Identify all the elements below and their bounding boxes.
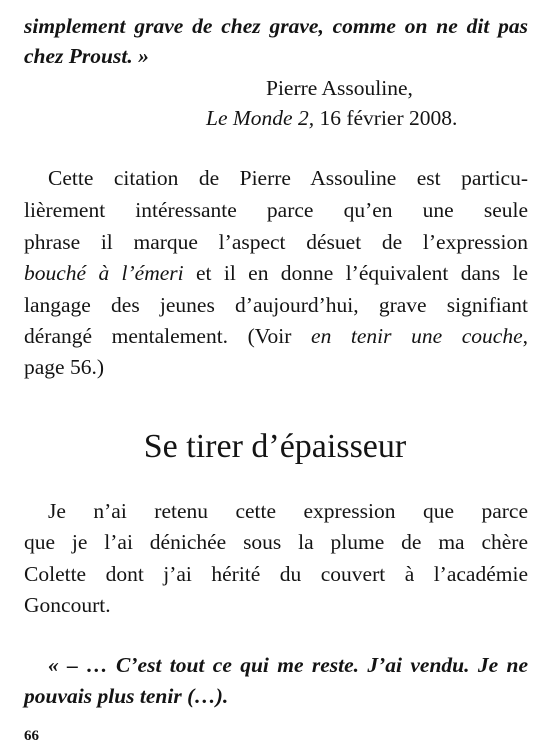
cross-reference-en-tenir-une-couche: en tenir une couche [311, 324, 523, 348]
para1-line-4-rest: et il en donne l’équivalent dans le [183, 261, 529, 285]
para2-line-2: que je l’ai dénichée sous la plume de ma chère [24, 530, 528, 554]
para2-line-4: Goncourt. [24, 593, 111, 617]
quote-bottom-line-2: pouvais plus tenir (…). [24, 684, 229, 708]
para1-line-2: lièrement intéressante parce qu’en une seule [24, 198, 528, 222]
attribution-publication: Le Monde 2, [206, 106, 315, 130]
para1-line-6 [24, 326, 528, 348]
para2-line-3: Colette dont j’ai hérité du couvert à l’académie [24, 562, 528, 586]
page-number: 66 [24, 728, 39, 744]
para1-line-3: phrase il marque l’aspect désuet de l’expression [24, 230, 528, 254]
para1-line-6-pre: dérangé mentalement. (Voir [24, 324, 312, 348]
section-heading: Se tirer d’épaisseur [143, 428, 407, 465]
attribution-source [206, 108, 457, 130]
quote-top-line-2: chez Proust. » [24, 44, 149, 68]
para2-line-1: Je n’ai retenu cette expression que parce [48, 499, 528, 523]
para1-line-5: langage des jeunes d’aujourd’hui, grave signifiant [24, 293, 528, 317]
quote-top-line-1: simplement grave de chez grave, comme on ne dit pas [24, 14, 528, 38]
quote-bottom-line-1: « – … C’est tout ce qui me reste. J’ai vendu. Je ne [48, 653, 528, 677]
para1-line-1: Cette citation de Pierre Assouline est particu- [48, 166, 528, 190]
expression-bouche-a-l-emeri: bouché à l’émeri [24, 261, 184, 285]
para1-line-7: page 56.) [24, 355, 104, 379]
attribution-date: 16 février 2008. [319, 106, 458, 130]
para1-line-6-post: , [522, 324, 528, 348]
para1-line-4 [24, 263, 528, 285]
attribution-author: Pierre Assouline, [266, 76, 413, 100]
